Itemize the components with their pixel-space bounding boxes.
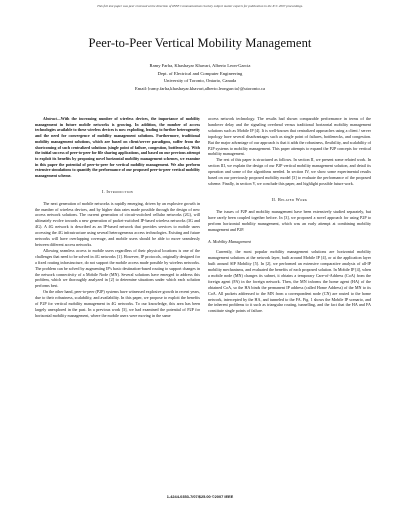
author-department: Dept. of Electrical and Computer Engineering [157, 70, 243, 76]
mobility-paragraph-1: Currently, the most popular mobility management solutions are horizontal mobility management solutions at the network layer, built around Mobile IP [4], or at the application layer built around SIP Mobility [5]. In [2], we performed an extensive comparative analysis of all-IP mobility mechanisms, and evaluated the benefits of each proposed solution. In Mobile IP [4], when a mobile node (MN) changes its subnet, it obtains a temporary Care-of-Address (CoA) from the foreign agent (FA) in the foreign network. Then, the MN informs the home agent (HA) of the obtained CoA, so the HA binds the permanent IP address (called Home Address) of the MN to its CoA. All packets addressed to the MN from a correspondent node (CN) are routed to the home network, intercepted by the HA, and tunneled to the FA. Fig. 1 shows the Mobile IP scenario, and the inherent problems to it such as triangular routing, tunnelling, and the fact that the HA and FA constitute single points of failure. [208, 249, 371, 314]
abstract [35, 116, 200, 179]
peer-review-banner: This full text paper was peer reviewed at the direction of IEEE Communications Society subject matter experts for publication in the ICC 2007 proceedings. [96, 4, 304, 8]
intro-paragraph-continued: access network technology. The results had shown comparable performance in terms of the handover delay and the signaling overhead versus traditional horizontal mobility management solutions such as Mobile IP [4]. It is well-known that centralized approaches using a client / server topology have several disadvantages such as single point of failures, bottlenecks, and congestion. But the major advantage of our approach is that it adds the robustness, flexibility, and scalability of P2P systems to mobility management. This paper attempts to expand the P2P concepts for vertical mobility management. [208, 116, 371, 157]
right-column [208, 116, 371, 314]
section-heading-introduction: I. Introduction [101, 188, 134, 194]
abstract-lead: Abstract [43, 116, 57, 121]
subsection-heading-mobility: A. Mobility Management [208, 239, 251, 245]
author-university: University of Toronto, Ontario, Canada [163, 78, 237, 84]
intro-paragraph-3: On the other hand, peer-to-peer (P2P) systems have witnessed explosive growth in recent years, due to their robustness, scalability, and availability. In this paper, we propose to exploit the benefits of P2P for vertical mobility management in 4G networks. To our knowledge, this area has been largely unexplored in the past. In a previous work [3], we had examined the potential of P2P for horizontal mobility management, where the mobile users were moving in the same [35, 289, 200, 318]
copyright-footer: 1-4244-0353-7/07/$25.00 ©2007 IEEE [166, 494, 234, 499]
left-column [35, 116, 200, 319]
intro-paragraph-1: The next generation of mobile networks is rapidly emerging, driven by an explosive growth in the number of wireless devices, and by higher data rates made possible through the design of new access network solutions. The current generation of circuit-switched cellular networks (2G), will ultimately evolve towards a new generation of packet-switched IP-based wireless networks (3G and 4G). A 4G network is described as an IP-based network that provides services to mobile users accessing the 4G infrastructure using several heterogeneous access technologies. Existing and future networks will have overlapping coverage, and mobile users should be able to move seamlessly between different access networks. [35, 200, 200, 247]
author-names: Ramy Farha, Khashayar Khavari, Alberto Leon-Garcia [149, 63, 251, 68]
section-heading-related-work: II. Related Work [271, 196, 308, 202]
author-block [0, 62, 400, 92]
paper-title: Peer-to-Peer Vertical Mobility Management [88, 36, 312, 50]
related-paragraph-1: The issues of P2P and mobility management have been extensively studied separately, but have rarely been coupled together before. In [3], we proposed a novel approach for using P2P to perform horizontal mobility management, which was an early attempt at combining mobility management and P2P. [208, 208, 371, 232]
intro-paragraph-2: Allowing seamless access to mobile users regardless of their physical locations is one of the challenges that need to be solved in 4G networks [1]. However, IP protocols, originally designed for a fixed routing infrastructure, do not support the mobile access made possible by wireless networks. The problem can be solved by augmenting IP's basic destination-based routing to support changes in the network connectivity of a Mobile Node (MN). Several solutions have emerged to address this problem, which we thoroughly analyzed in [2] to determine situations under which each solution performs best. [35, 247, 200, 289]
abstract-text: —With the increasing number of wireless devices, the importance of mobility management in future mobile networks is growing. In addition, the number of access technologies available to these wireless devices is now exploding, leading to further heterogeneity and the need for convergence of mobility management solutions. Furthermore, traditional mobility management solutions, which are based on client/server paradigms, suffer from the shortcoming of such centralized solutions (single point of failure, congestion, bottlenecks). With the initial success of peer-to-peer for file sharing applications, and based on our previous attempt to exploit its benefits by proposing novel horizontal mobility management schemes, we examine in this paper the potential of peer-to-peer for vertical mobility management. We also perform extensive simulations to quantify the performance of our proposed peer-to-peer vertical mobility management scheme. [35, 116, 200, 179]
intro-paragraph-outline: The rest of this paper is structured as follows. In section II, we present some related work. In section III, we explain the design of our P2P vertical mobility management solution, and detail its operation and some of the algorithms needed. In section IV, we show some experimental results based on our previously proposed mobility model [3] to evaluate the performance of the proposed scheme. Finally, in section V, we conclude this paper, and highlight possible future work. [208, 157, 371, 186]
author-email: Email:{ramy.farha,khashayar.khavari,alberto.leongarcia}@utoronto.ca [134, 85, 266, 91]
